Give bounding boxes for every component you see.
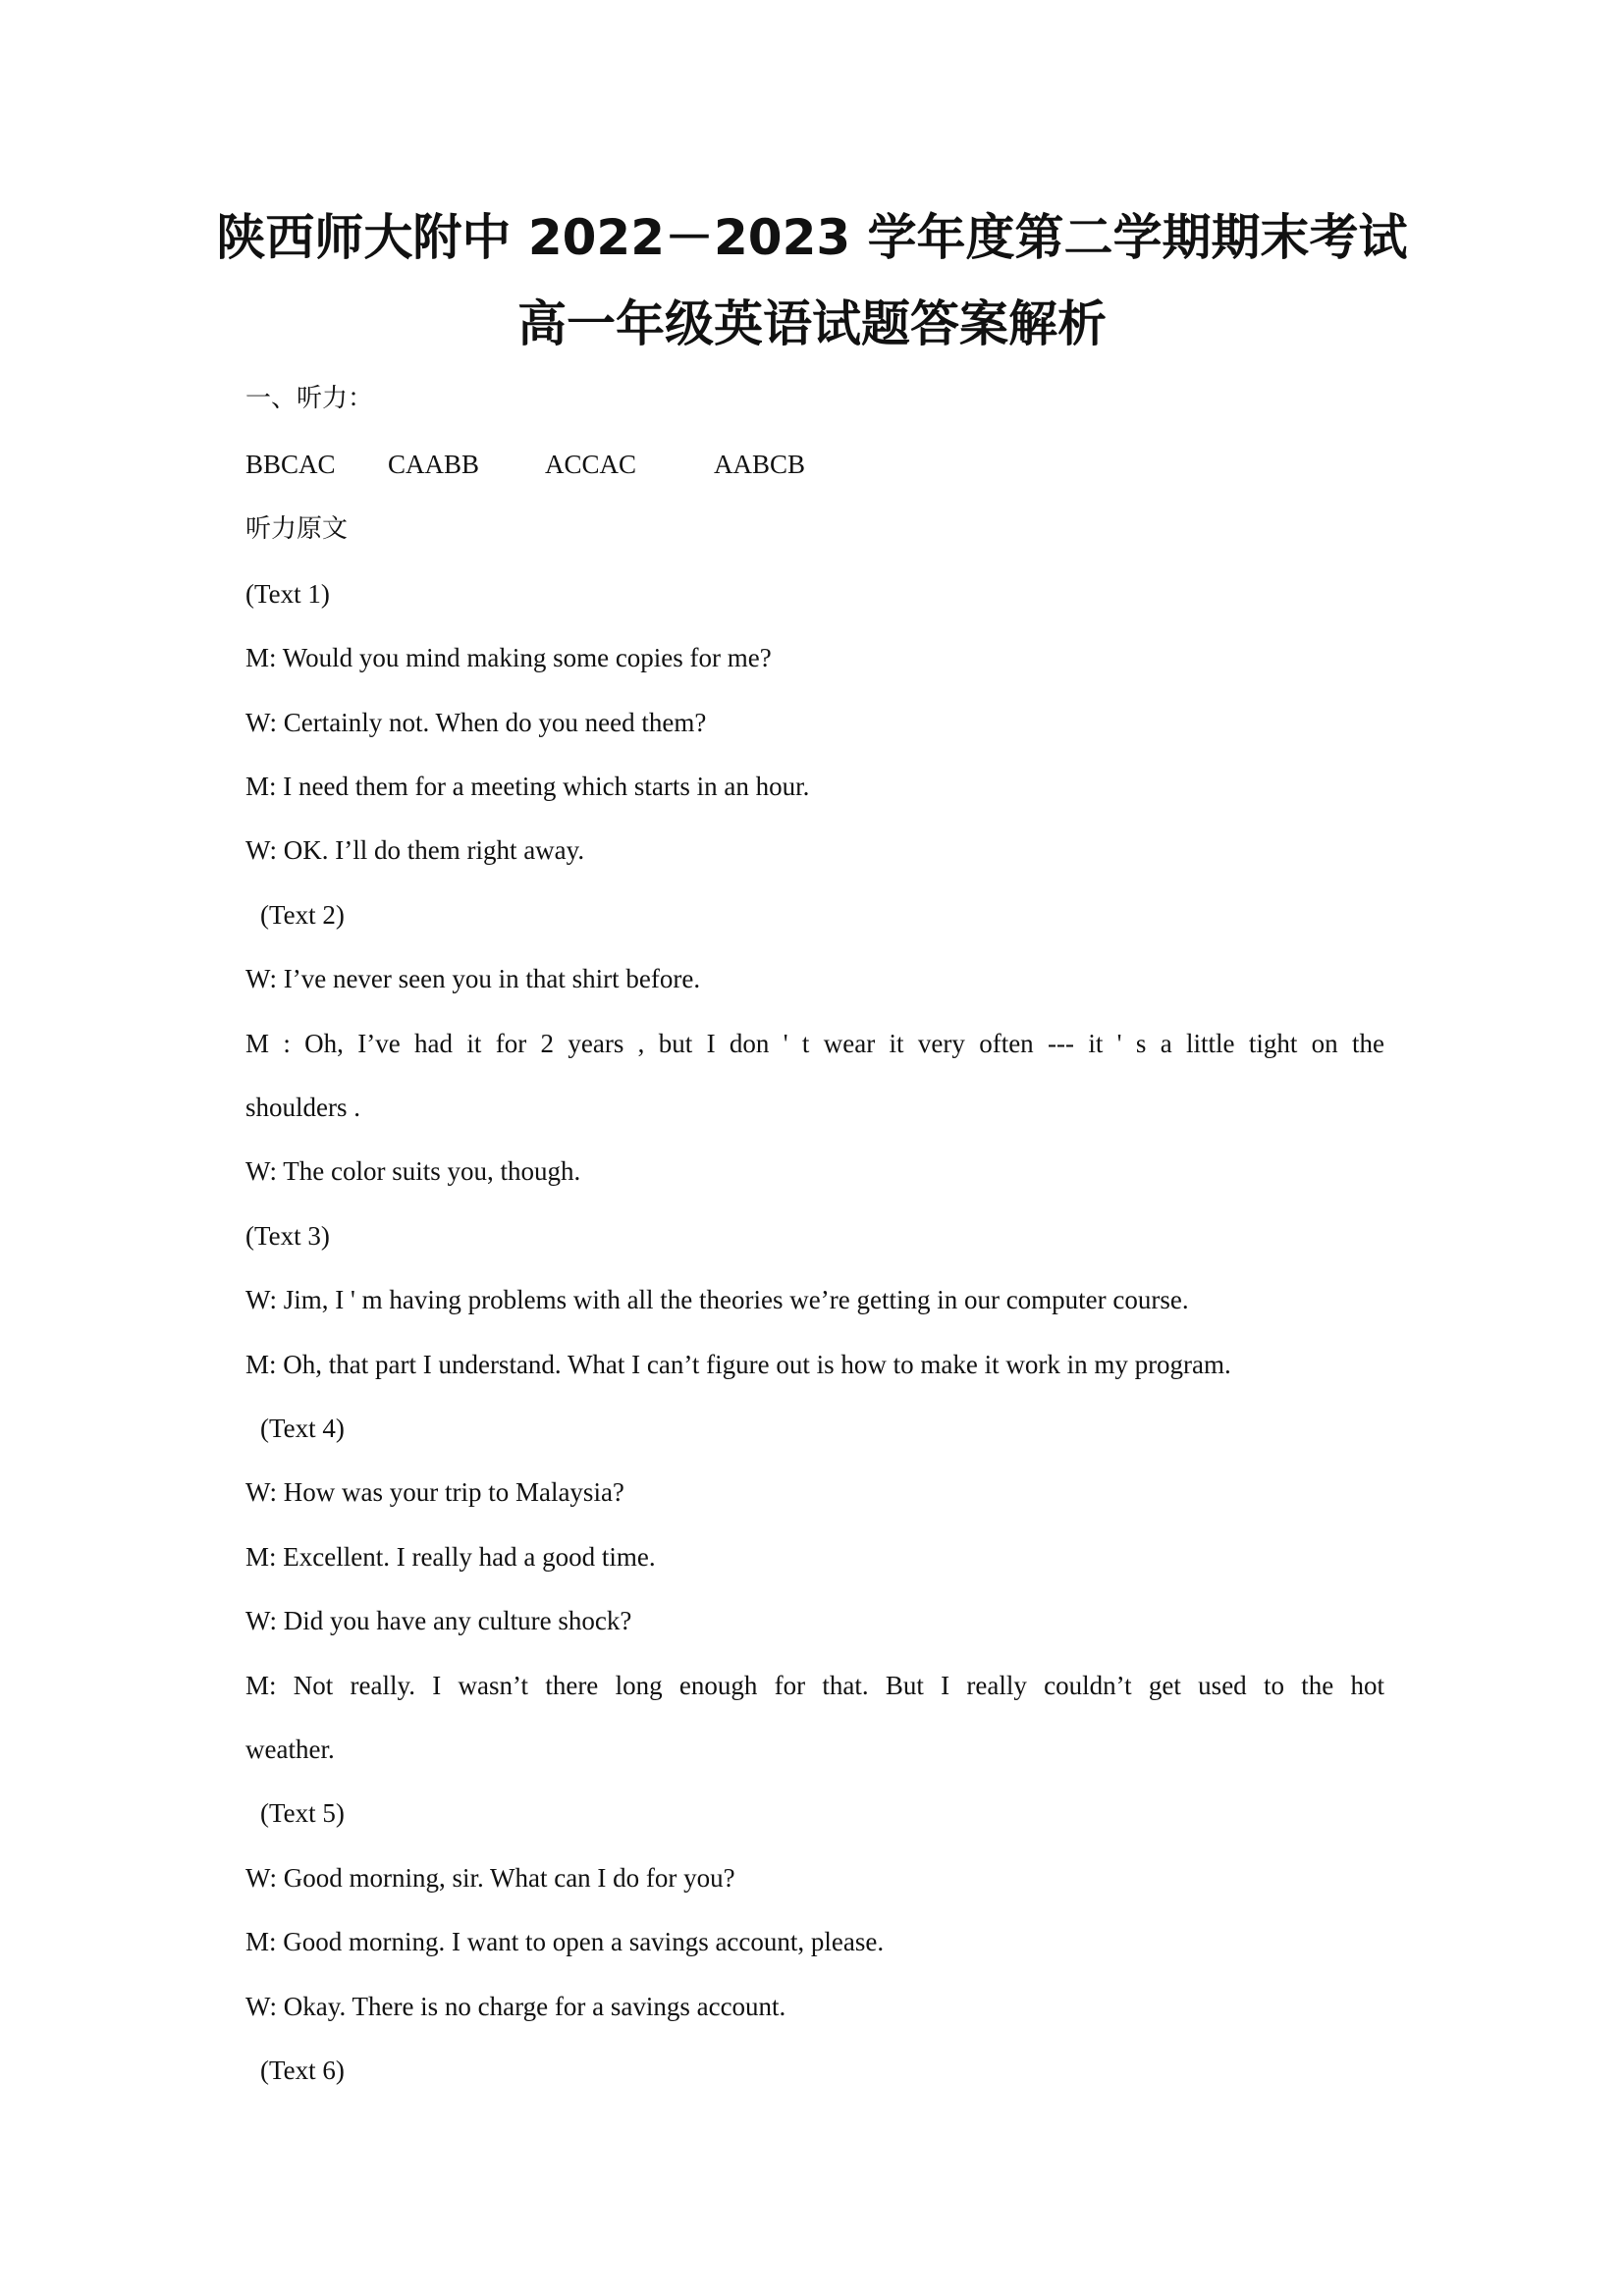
answer-group-3: ACCAC (545, 450, 637, 479)
dialogue-line: M: Excellent. I really had a good time. (245, 1542, 656, 1572)
text-label: (Text 3) (245, 1221, 330, 1251)
text-label: (Text 6) (260, 2056, 345, 2085)
text-label: (Text 1) (245, 579, 330, 609)
dialogue-line: M: Would you mind making some copies for me? (245, 643, 772, 672)
dialogue-line-continued: shoulders . (245, 1093, 360, 1122)
dialogue-line: M: Good morning. I want to open a savings account, please. (245, 1927, 885, 1956)
dialogue-line: W: How was your trip to Malaysia? (245, 1477, 624, 1507)
dialogue-line: W: I’ve never seen you in that shirt before. (245, 964, 701, 993)
dialogue-line: W: Certainly not. When do you need them? (245, 708, 707, 737)
text-label: (Text 4) (260, 1414, 345, 1443)
dialogue-line: W: The color suits you, though. (245, 1156, 581, 1186)
dialogue-line: W: Did you have any culture shock? (245, 1606, 632, 1635)
answer-group-1: BBCAC (245, 450, 336, 479)
text-label: (Text 5) (260, 1798, 345, 1828)
transcript-heading: 听力原文 (245, 514, 349, 544)
answer-key-row (245, 447, 832, 482)
dialogue-line: M: Not really. I wasn’t there long enough for that. But I really couldn’t get used to the hot (245, 1671, 1384, 1700)
dialogue-line: M : Oh, I’ve had it for 2 years , but I don ' t wear it very often --- it ' s a little tight on the (245, 1029, 1384, 1058)
dialogue-line: W: Good morning, sir. What can I do for you? (245, 1863, 735, 1893)
dialogue-line: M: I need them for a meeting which starts in an hour. (245, 772, 810, 801)
dialogue-line: M: Oh, that part I understand. What I can’t figure out is how to make it work in my program. (245, 1350, 1231, 1379)
page-title-line-2: 高一年级英语试题答案解析 (517, 295, 1107, 352)
dialogue-line: W: Jim, I ' m having problems with all the theories we’re getting in our computer course. (245, 1285, 1189, 1314)
dialogue-line-continued: weather. (245, 1735, 335, 1764)
answer-group-2: CAABB (388, 450, 480, 479)
dialogue-line: W: OK. I’ll do them right away. (245, 835, 585, 865)
text-label: (Text 2) (260, 900, 345, 930)
section-heading-listening: 一、听力： (245, 384, 374, 413)
page-title-line-1: 陕西师大附中 2022－2023 学年度第二学期期末考试 (216, 209, 1408, 266)
dialogue-line: W: Okay. There is no charge for a savings account. (245, 1992, 786, 2021)
answer-group-4: AABCB (714, 450, 806, 479)
